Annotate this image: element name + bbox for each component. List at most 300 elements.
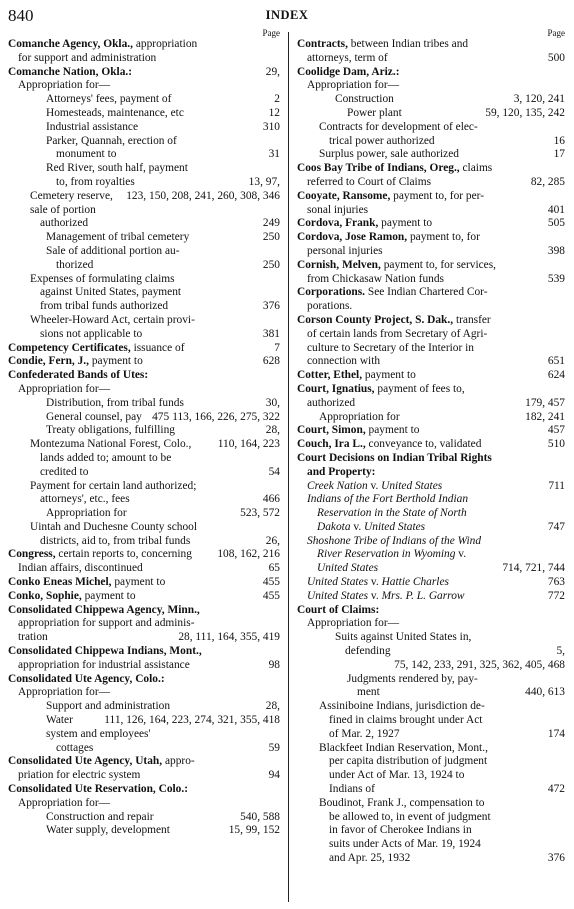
index-entry bbox=[8, 673, 280, 687]
entry-line bbox=[8, 383, 280, 397]
entry-line bbox=[8, 217, 280, 231]
entry-text: payment to, for per- bbox=[390, 189, 485, 202]
entry-line bbox=[297, 52, 565, 66]
page-refs: 624 bbox=[545, 369, 565, 383]
entry-text: Appropriation for— bbox=[18, 796, 111, 809]
index-entry bbox=[297, 314, 565, 369]
entry-line bbox=[8, 811, 280, 825]
entry-line bbox=[297, 286, 565, 300]
page-refs: 714, 721, 744 bbox=[499, 562, 565, 576]
entry-heading: Consolidated Ute Agency, Colo.: bbox=[8, 672, 165, 685]
entry-line bbox=[8, 714, 280, 742]
entry-line bbox=[8, 66, 280, 80]
entry-heading: Condie, Fern, J., bbox=[8, 355, 89, 368]
entry-line bbox=[8, 631, 280, 645]
entry-line bbox=[297, 493, 565, 507]
entry-text: authorized bbox=[40, 217, 89, 230]
page-refs: 500 bbox=[545, 52, 565, 66]
entry-line bbox=[8, 617, 280, 631]
entry-line bbox=[8, 162, 280, 176]
entry-heading: Court, Simon, bbox=[297, 424, 366, 437]
entry-text: Montezuma National Forest, Colo., bbox=[30, 438, 192, 451]
entry-heading: Consolidated Chippewa Agency, Minn., bbox=[8, 603, 200, 616]
entry-text: Blackfeet Indian Reservation, Mont., bbox=[319, 741, 488, 754]
entry-line bbox=[297, 700, 565, 714]
entry-text: Water system and employees' bbox=[46, 714, 151, 740]
entry-text: between Indian tribes and bbox=[347, 38, 469, 50]
page-refs: 455 bbox=[260, 590, 280, 604]
entry-heading: Cordova, Frank, bbox=[297, 217, 379, 230]
entry-line bbox=[297, 162, 565, 176]
entry-text: appropriation bbox=[133, 38, 198, 50]
page-refs: 17 bbox=[551, 148, 565, 162]
index-entry bbox=[8, 576, 280, 590]
entry-line bbox=[297, 631, 565, 645]
page-refs: 466 bbox=[260, 493, 280, 507]
page-refs: 16 bbox=[551, 135, 565, 149]
entry-heading: Cotter, Ethel, bbox=[297, 369, 363, 382]
entry-line bbox=[297, 66, 565, 80]
entry-heading: Court, Ignatius, bbox=[297, 382, 375, 395]
entry-line bbox=[297, 824, 565, 838]
index-entry bbox=[297, 38, 565, 66]
entry-line bbox=[8, 286, 280, 300]
index-entry bbox=[297, 797, 565, 866]
entry-line bbox=[297, 852, 565, 866]
entry-text: payment to bbox=[111, 576, 166, 589]
entry-heading: Corporations. bbox=[297, 286, 366, 299]
entry-text: Appropriation for— bbox=[18, 79, 111, 92]
index-entry bbox=[297, 369, 565, 383]
page-refs: 747 bbox=[545, 521, 565, 535]
page-refs: 110, 164, 223 bbox=[215, 438, 280, 452]
entry-text: Parker, Quannah, erection of bbox=[46, 134, 177, 147]
entry-line bbox=[8, 148, 280, 162]
entry-line bbox=[297, 742, 565, 756]
entry-text: Water supply, development bbox=[46, 824, 170, 837]
entry-text: Industrial assistance bbox=[46, 120, 139, 133]
entry-line bbox=[297, 259, 565, 273]
entry-text: priation for electric system bbox=[18, 769, 141, 782]
index-entry bbox=[297, 231, 565, 259]
index-entry bbox=[297, 190, 565, 218]
entry-text: See Indian Chartered Cor- bbox=[365, 286, 488, 299]
entry-line bbox=[297, 204, 565, 218]
entry-heading: Comanche Nation, Okla.: bbox=[8, 65, 133, 78]
index-entry bbox=[297, 148, 565, 162]
index-entry bbox=[297, 742, 565, 797]
entry-line bbox=[8, 493, 280, 507]
index-entry bbox=[8, 824, 280, 838]
entry-text: appro- bbox=[162, 755, 195, 768]
entry-line bbox=[297, 121, 565, 135]
entry-text: claims bbox=[459, 162, 493, 175]
entry-line bbox=[297, 231, 565, 245]
page-refs: 113, 166, 226, 275, 322 bbox=[169, 411, 280, 425]
page-refs: 711 bbox=[545, 480, 565, 494]
page-refs: 2 bbox=[271, 93, 280, 107]
right-column bbox=[297, 28, 565, 866]
entry-text: payment to bbox=[378, 217, 433, 230]
index-entry bbox=[8, 383, 280, 397]
entry-heading: Consolidated Ute Reservation, Colo.: bbox=[8, 783, 189, 796]
entry-text: Wheeler-Howard Act, certain provi- bbox=[30, 313, 195, 326]
entry-heading: and Property: bbox=[307, 465, 376, 478]
entry-text: Appropriation for— bbox=[18, 686, 111, 699]
entry-text: payment to, for services, bbox=[380, 258, 496, 271]
case-name: Dakota bbox=[317, 520, 351, 533]
entry-text: Suits against United States in, bbox=[335, 631, 472, 644]
index-entry bbox=[8, 162, 280, 202]
index-entry bbox=[8, 369, 280, 383]
entry-heading: Contracts, bbox=[297, 38, 348, 50]
entry-heading: Cornish, Melven, bbox=[297, 258, 381, 271]
page-refs: 15, 99, 152 bbox=[226, 824, 280, 838]
entry-text: certain reports to, concerning bbox=[55, 548, 192, 561]
page-refs: 111, 126, 164, 223, 274, 321, 355, 418 bbox=[101, 714, 280, 728]
entry-text: per capita distribution of judgment bbox=[329, 755, 488, 768]
entry-text: transfer bbox=[453, 313, 491, 326]
case-name: United States bbox=[307, 576, 369, 589]
entry-line bbox=[8, 466, 280, 480]
page-refs: 310 bbox=[260, 121, 280, 135]
entry-line bbox=[297, 755, 565, 769]
entry-text: thorized bbox=[56, 258, 94, 271]
entry-line bbox=[8, 604, 280, 618]
entry-line bbox=[297, 397, 565, 411]
case-name: United States bbox=[307, 589, 369, 602]
page-column-label: Page bbox=[262, 28, 280, 38]
entry-text: Power plant bbox=[347, 106, 402, 119]
entry-line bbox=[297, 645, 565, 659]
entry-text: Appropriation for— bbox=[307, 617, 400, 630]
index-entry bbox=[8, 245, 280, 273]
entry-text: sions not applicable to bbox=[40, 327, 143, 340]
entry-text: General counsel, pay bbox=[46, 410, 142, 423]
entry-text: fined in claims brought under Act bbox=[329, 714, 483, 727]
index-entry bbox=[297, 700, 565, 741]
case-name: Reservation in the State of North bbox=[317, 507, 467, 520]
entry-text: from Chickasaw Nation funds bbox=[307, 272, 444, 285]
index-entry bbox=[297, 259, 565, 287]
entry-line bbox=[8, 259, 280, 273]
entry-heading: Couch, Ira L., bbox=[297, 438, 366, 451]
entry-text: against United States, payment bbox=[40, 286, 182, 299]
page-refs: 94 bbox=[266, 769, 280, 783]
entry-heading: Conko, Sophie, bbox=[8, 589, 82, 602]
entry-text: defending bbox=[345, 645, 391, 658]
entry-text: monument to bbox=[56, 148, 117, 161]
entry-line bbox=[297, 148, 565, 162]
index-entry bbox=[8, 480, 280, 508]
entry-line bbox=[8, 231, 280, 245]
entry-heading: Congress, bbox=[8, 548, 56, 561]
entry-text: for support and administration bbox=[18, 51, 157, 64]
entry-text: Red River, south half, payment bbox=[46, 162, 188, 175]
entry-text: Uintah and Duchesne County school bbox=[30, 520, 198, 533]
page-refs: 376 bbox=[260, 300, 280, 314]
index-entry bbox=[8, 107, 280, 121]
index-entry bbox=[297, 659, 565, 700]
entry-line bbox=[297, 438, 565, 452]
index-entry bbox=[297, 286, 565, 314]
index-entry bbox=[297, 590, 565, 604]
case-name: Shoshone Tribe of Indians of the Wind bbox=[307, 534, 482, 547]
entry-line bbox=[297, 797, 565, 811]
page-refs: 82, 285 bbox=[528, 176, 565, 190]
entry-heading: Court Decisions on Indian Tribal Rights bbox=[297, 451, 492, 464]
entry-line bbox=[297, 590, 565, 604]
entry-heading: Court of Claims: bbox=[297, 603, 380, 616]
entry-text: appropriation for industrial assistance bbox=[18, 658, 190, 671]
entry-line bbox=[297, 452, 565, 466]
entry-text: porations. bbox=[307, 300, 353, 313]
left-column bbox=[8, 28, 280, 838]
index-entry bbox=[8, 79, 280, 93]
entry-text: v. bbox=[368, 589, 382, 602]
entry-line bbox=[8, 314, 280, 328]
index-entry bbox=[297, 617, 565, 631]
entry-text: Boudinot, Frank J., compensation to bbox=[319, 796, 485, 809]
entry-text: attorneys, term of bbox=[307, 51, 388, 64]
entry-line bbox=[297, 273, 565, 287]
entry-text: authorized bbox=[307, 396, 356, 409]
entry-line bbox=[8, 107, 280, 121]
entry-text: tration bbox=[18, 631, 48, 644]
page-refs: 7 bbox=[271, 342, 280, 356]
entry-line bbox=[8, 783, 280, 797]
page-refs: 59 bbox=[266, 742, 280, 756]
entry-line bbox=[297, 245, 565, 259]
page-refs: 376 bbox=[545, 852, 565, 866]
page-refs: 3, 120, 241 bbox=[511, 93, 565, 107]
page-refs: 401 bbox=[545, 204, 565, 218]
page-refs: 455 bbox=[260, 576, 280, 590]
entry-line bbox=[8, 535, 280, 549]
entry-line bbox=[297, 659, 565, 687]
entry-text: conveyance to, validated bbox=[365, 438, 482, 451]
index-entry bbox=[297, 121, 565, 149]
entry-line bbox=[297, 521, 565, 535]
entry-line bbox=[8, 342, 280, 356]
index-entry bbox=[8, 231, 280, 245]
entry-line bbox=[8, 521, 280, 535]
entry-line bbox=[297, 769, 565, 783]
entry-line bbox=[8, 590, 280, 604]
entry-line bbox=[297, 107, 565, 121]
entry-text: Appropriation for bbox=[319, 410, 400, 423]
entry-line bbox=[8, 673, 280, 687]
entry-text: v. bbox=[350, 520, 365, 533]
page-header: INDEX bbox=[265, 8, 309, 22]
entry-text: to, from royalties bbox=[56, 175, 135, 188]
entry-line bbox=[297, 507, 565, 521]
index-entry bbox=[8, 590, 280, 604]
entry-line bbox=[8, 300, 280, 314]
entry-text: Management of tribal cemetery bbox=[46, 231, 190, 244]
index-entry bbox=[8, 121, 280, 135]
index-entry bbox=[8, 548, 280, 576]
entry-text: referred to Court of Claims bbox=[307, 175, 431, 188]
entry-line bbox=[297, 728, 565, 742]
case-name: Hattie Charles bbox=[381, 576, 449, 589]
entry-text: payment to bbox=[81, 589, 136, 602]
entry-heading: Cooyate, Ransome, bbox=[297, 189, 391, 202]
index-entry bbox=[8, 507, 280, 521]
index-entry bbox=[8, 355, 280, 369]
index-entry bbox=[8, 411, 280, 425]
case-name: Indians of the Fort Berthold Indian bbox=[307, 493, 469, 506]
index-entry bbox=[297, 576, 565, 590]
index-entry bbox=[297, 493, 565, 534]
index-entry bbox=[8, 604, 280, 645]
entry-line bbox=[297, 38, 565, 52]
index-entry bbox=[8, 755, 280, 783]
index-entry bbox=[8, 273, 280, 314]
page-refs: 250 bbox=[260, 259, 280, 273]
entry-text: payment to bbox=[89, 355, 143, 368]
entry-line bbox=[8, 93, 280, 107]
index-entry bbox=[297, 535, 565, 576]
entry-line bbox=[8, 411, 280, 425]
entry-line bbox=[8, 797, 280, 811]
entry-line bbox=[8, 686, 280, 700]
index-entry bbox=[297, 411, 565, 425]
index-entry bbox=[8, 438, 280, 479]
page-refs: 108, 162, 216 bbox=[214, 548, 280, 562]
entry-line bbox=[8, 369, 280, 383]
case-name: United States bbox=[364, 520, 426, 533]
entry-line bbox=[8, 245, 280, 259]
entry-text: Appropriation for— bbox=[18, 382, 111, 395]
entry-line bbox=[8, 438, 280, 452]
case-name: Creek Nation bbox=[307, 479, 368, 492]
page-refs: 13, 97, bbox=[246, 176, 280, 190]
entry-text: Payment for certain land authorized; bbox=[30, 479, 197, 492]
entry-text: under Act of Mar. 13, 1924 to bbox=[329, 769, 465, 782]
case-name: Mrs. P. L. Garrow bbox=[381, 589, 465, 602]
page-refs: 54 bbox=[266, 466, 280, 480]
entry-text: Contracts for development of elec- bbox=[319, 120, 478, 133]
entry-line bbox=[297, 562, 565, 576]
case-name: United States bbox=[381, 479, 443, 492]
entry-line bbox=[297, 355, 565, 369]
page-refs: 763 bbox=[545, 576, 565, 590]
page-refs: 628 bbox=[260, 355, 280, 369]
page-refs: 26, bbox=[263, 535, 280, 549]
entry-line bbox=[8, 79, 280, 93]
entry-text: payment to bbox=[365, 424, 420, 437]
page-refs: 75, 142, 233, 291, 325, 362, 405, 468 bbox=[391, 659, 565, 673]
page-refs: 510 bbox=[545, 438, 565, 452]
entry-heading: Coos Bay Tribe of Indians, Oreg., bbox=[297, 162, 460, 175]
index-entry bbox=[8, 135, 280, 163]
entry-line bbox=[297, 369, 565, 383]
entry-text: in favor of Cherokee Indians in bbox=[329, 824, 472, 837]
page-refs: 249 bbox=[260, 217, 280, 231]
index-entry bbox=[297, 424, 565, 438]
index-entry bbox=[8, 190, 280, 231]
entry-line bbox=[8, 824, 280, 838]
page-refs: 98 bbox=[266, 659, 280, 673]
entry-text: Homesteads, maintenance, etc bbox=[46, 106, 184, 119]
page-refs: 182, 241 bbox=[522, 411, 565, 425]
entry-line bbox=[8, 507, 280, 521]
entry-line bbox=[8, 755, 280, 769]
index-entry bbox=[297, 452, 565, 480]
page-refs: 472 bbox=[545, 783, 565, 797]
entry-line bbox=[8, 700, 280, 714]
entry-line bbox=[8, 659, 280, 673]
entry-text: Construction and repair bbox=[46, 810, 154, 823]
index-entry bbox=[297, 66, 565, 80]
entry-text: payment of fees to, bbox=[374, 382, 465, 395]
entry-heading: Conko Eneas Michel, bbox=[8, 576, 112, 589]
entry-heading: Corson County Project, S. Dak., bbox=[297, 313, 454, 326]
entry-line bbox=[8, 769, 280, 783]
page-refs: 250 bbox=[260, 231, 280, 245]
entry-text: issuance of bbox=[130, 341, 185, 354]
entry-heading: Confederated Bands of Utes: bbox=[8, 369, 149, 382]
entry-heading: Competency Certificates, bbox=[8, 341, 131, 354]
index-entry bbox=[8, 93, 280, 107]
entry-text: Cemetery reserve, sale of portion bbox=[30, 189, 113, 216]
page-refs: 29, bbox=[263, 66, 280, 80]
entry-line bbox=[297, 411, 565, 425]
entry-text: v. bbox=[455, 548, 467, 561]
entry-line bbox=[297, 328, 565, 342]
entry-text: Appropriation for bbox=[46, 507, 127, 520]
page-refs: 5, bbox=[553, 645, 565, 659]
entry-text: Surplus power, sale authorized bbox=[319, 148, 459, 161]
page-refs: 523, 572 bbox=[237, 507, 280, 521]
page-refs: 505 bbox=[545, 217, 565, 231]
entry-line bbox=[8, 742, 280, 756]
entry-line bbox=[297, 79, 565, 93]
page-refs: 123, 150, 208, 241, 260, 308, 346 bbox=[123, 190, 280, 204]
entry-text: lands added to; amount to be bbox=[40, 451, 172, 464]
index-entry bbox=[297, 480, 565, 494]
entry-line bbox=[297, 714, 565, 728]
entry-text: Judgments rendered by, pay- bbox=[347, 672, 478, 685]
entry-line bbox=[297, 217, 565, 231]
entry-text: sonal injuries bbox=[307, 203, 369, 216]
entry-text: of certain lands from Secretary of Agri- bbox=[307, 327, 488, 340]
entry-line bbox=[297, 535, 565, 549]
page-refs: 381 bbox=[260, 328, 280, 342]
entry-line bbox=[8, 135, 280, 149]
entry-text: cottages bbox=[56, 741, 94, 754]
index-entry bbox=[297, 631, 565, 671]
entry-text: v. bbox=[367, 479, 382, 492]
page-refs: 65 bbox=[266, 562, 280, 576]
entry-line bbox=[297, 811, 565, 825]
index-entry bbox=[297, 107, 565, 121]
entry-line bbox=[8, 480, 280, 494]
entry-text: Sale of additional portion au- bbox=[46, 244, 180, 257]
page-refs: 651 bbox=[545, 355, 565, 369]
entry-text: Appropriation for— bbox=[307, 79, 400, 92]
page-refs: 540, 588 bbox=[237, 811, 280, 825]
entry-line bbox=[8, 645, 280, 659]
entry-heading: Consolidated Chippewa Indians, Mont., bbox=[8, 645, 202, 658]
entry-line bbox=[297, 314, 565, 328]
entry-text: connection with bbox=[307, 355, 381, 368]
page-refs: 772 bbox=[545, 590, 565, 604]
entry-heading: Coolidge Dam, Ariz.: bbox=[297, 65, 400, 78]
entry-text: Assiniboine Indians, jurisdiction de- bbox=[319, 700, 485, 713]
entry-heading: Consolidated Ute Agency, Utah, bbox=[8, 755, 163, 768]
